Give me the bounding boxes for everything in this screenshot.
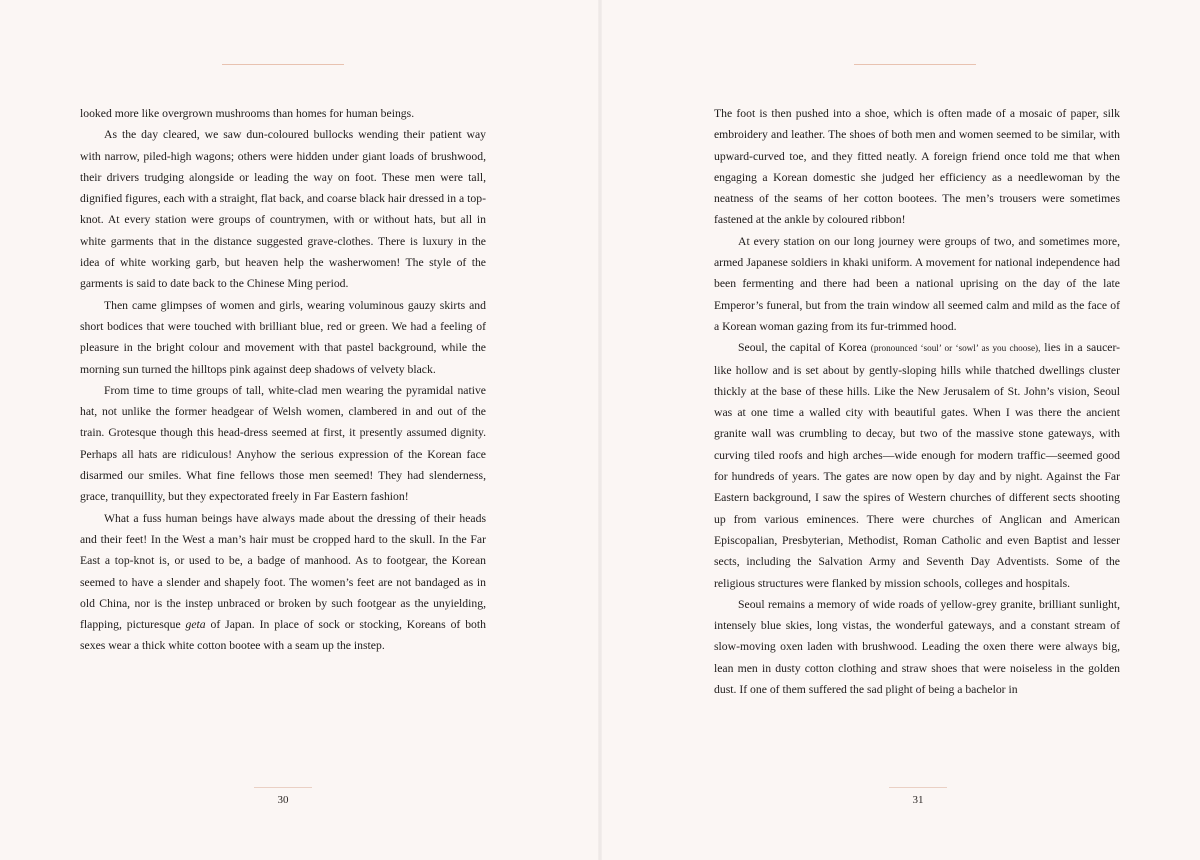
page-number: 31 (912, 794, 924, 806)
page-number: 30 (277, 794, 289, 806)
paragraph (80, 508, 486, 657)
paragraph: looked more like overgrown mushrooms than homes for human beings. (80, 107, 415, 120)
paragraph: Then came glimpses of women and girls, wearing voluminous gauzy skirts and short bodices that were touched with brilliant blue, red or green. We had a feeling of pleasure in the bright colour and movement with that pastel background, while the morning sun turned the hilltops pink against deep shadows of velvety black. (80, 298, 486, 376)
pronunciation-note: (pronounced ‘soul’ or ‘sowl’ as you choose), (870, 343, 1041, 354)
paragraph: As the day cleared, we saw dun-coloured bullocks wending their patient way with narrow, piled-high wagons; others were hidden under giant loads of brushwood, their drivers trudging alongside or leading the way on foot. These men were tall, dignified figures, each with a straight, flat back, and coarse black hair dressed in a top-knot. At every station were groups of countrymen, with or without hats, but all in white garments that in the distance suggested grave-clothes. There is luxury in the idea of white working garb, but heaven help the washerwomen! The style of the garments is said to date back to the Chinese Ming period. (80, 128, 486, 291)
paragraph: At every station on our long journey were groups of two, and sometimes more, armed Japanese soldiers in khaki uniform. A movement for national independence had been fermenting and there had been a national uprising on the day of the late Emperor’s funeral, but from the train window all seemed calm and mild as the face of a Korean woman gazing from its fur-trimmed hood. (714, 234, 1120, 333)
paragraph: Seoul remains a memory of wide roads of yellow-grey granite, brilliant sunlight, intensely blue skies, long vistas, the wonderful gateways, and a constant stream of slow-moving oxen laden with brushwood. Leading the oxen there were always big, lean men in dusty cotton clothing and straw shoes that were noiseless in the golden dust. If one of them suffered the sad plight of being a bachelor in (714, 597, 1120, 697)
italic-term: geta (185, 618, 206, 632)
right-page-body (714, 103, 1120, 700)
text-run: of Japan. In place of sock or stocking, Koreans of both sexes wear a thick white cotton bootee with a seam up the instep. (80, 618, 486, 653)
text-run: lies in a saucer-like hollow and is set about by gently-sloping hills while thatched dwellings cluster thickly at the base of these hills. Like the New Jerusalem of St. John’s vision, Seoul was at one time a walled city with beautiful gates. When I was there the ancient granite wall was crumbling to decay, but two of the massive stone gateways, with curving tiled roofs and high arches—wide enough for modern traffic—seemed good for hundreds of years. The gates are now open by day and by night. Against the Far Eastern background, I saw the spires of Western churches of different sects shooting up from various eminences. There were churches of Anglican and American Episcopalian, Presbyterian, Methodist, Roman Catholic and even Baptist and lesser sects, including the Salvation Army and Seventh Day Adventists. Some of the religious structures were flanked by mission schools, colleges and hospitals. (714, 341, 1121, 590)
text-run: Seoul, the capital of Korea (738, 341, 871, 355)
top-rule (854, 64, 976, 65)
paragraph: The foot is then pushed into a shoe, which is often made of a mosaic of paper, silk embroidery and leather. The shoes of both men and women seemed to be similar, with upward-curved toe, and they fitted neatly. A foreign friend once told me that when engaging a Korean domestic she judged her efficiency as a needlewoman by the neatness of the seams of her cotton bootees. The men’s trousers were sometimes fastened at the ankle by coloured ribbon! (714, 107, 1120, 227)
bottom-rule (254, 787, 312, 788)
paragraph: From time to time groups of tall, white-clad men wearing the pyramidal native hat, not unlike the former headgear of Welsh women, clambered in and out of the train. Grotesque though this head-dress seemed at first, it presently assumed dignity. Perhaps all hats are ridiculous! Anyhow the serious expression of the Korean face disarmed our smiles. What fine fellows those men seemed! They had slenderness, grace, tranquillity, but they expectorated freely in Far Eastern fashion! (80, 383, 486, 504)
bottom-rule (889, 787, 947, 788)
right-page (600, 0, 1200, 860)
top-rule (222, 64, 344, 65)
left-page-body (80, 103, 486, 657)
text-run: What a fuss human beings have always made about the dressing of their heads and their feet! In the West a man’s hair must be cropped hard to the skull. In the Far East a top-knot is, or used to be, a badge of manhood. As to footgear, the Korean seemed to have a slender and shapely foot. The women’s feet are not bandaged as in old China, nor is the instep unbraced or broken by such footgear as the unyielding, flapping, picturesque (80, 511, 486, 632)
paragraph (714, 337, 1120, 594)
